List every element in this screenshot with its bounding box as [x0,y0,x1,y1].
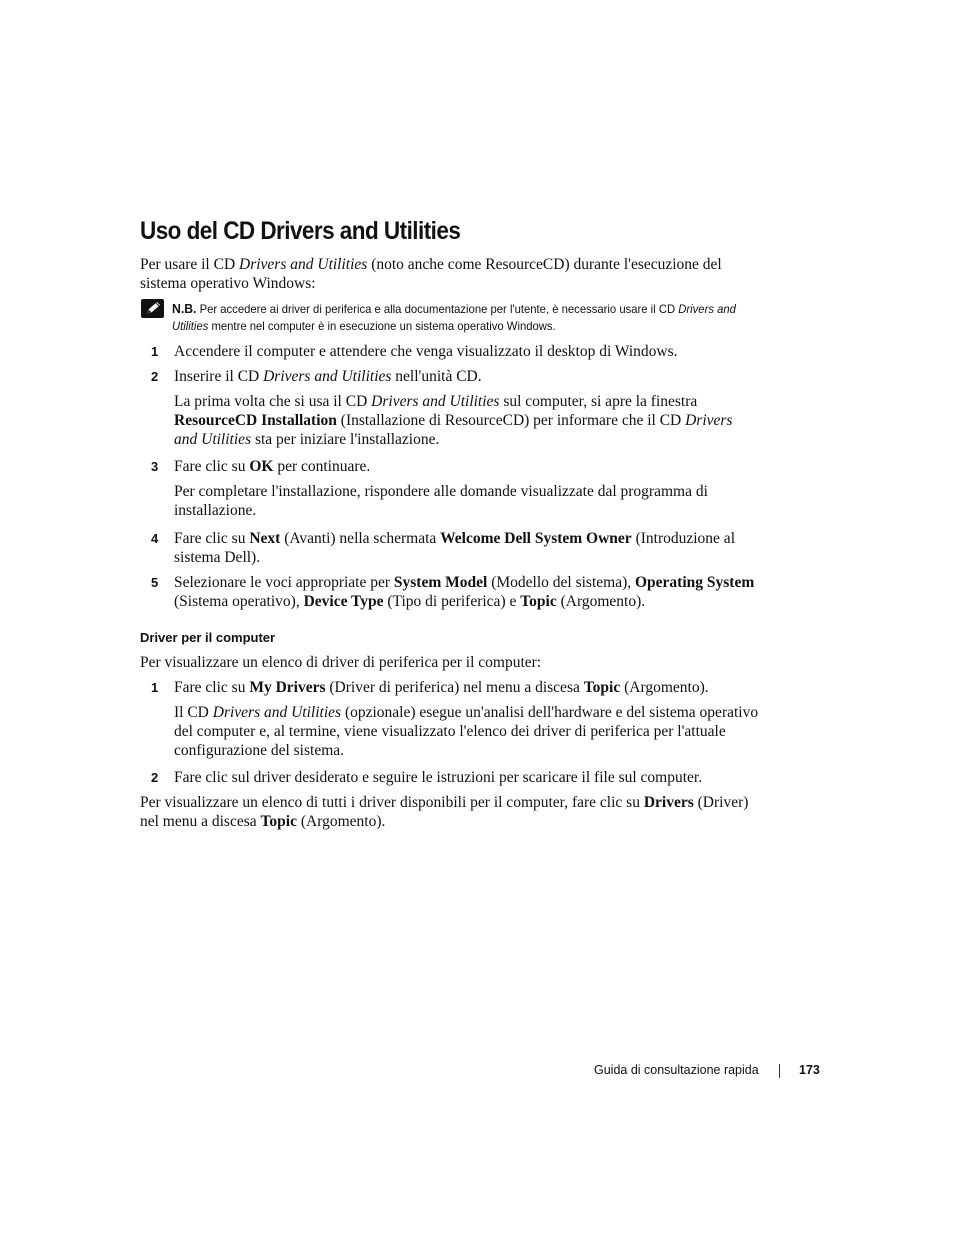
driver-intro: Per visualizzare un elenco di driver di periferica per il computer: [140,654,542,671]
step-number: 3 [151,459,159,474]
step-number: 4 [151,531,159,546]
intro-paragraph: Per usare il CD Drivers and Utilities (noto anche come ResourceCD) durante l'esecuzione del sistema operativo Windows: [140,256,722,292]
section-subheading: Driver per il computer [140,630,276,645]
step-detail: La prima volta che si usa il CD Drivers and Utilities sul computer, si apre la finestra ResourceCD Installation (Installazione di ResourceCD) per informare che il CD Drivers and Utilities sta per iniziare l'installazione. [174,393,733,448]
step-number: 1 [151,344,159,359]
note-text: N.B. Per accedere ai driver di periferica e alla documentazione per l'utente, è necessario usare il CD Drivers and Utilities mentre nel computer è in esecuzione un sistema operativo Windows. [172,301,736,333]
step-number: 2 [151,770,159,785]
step-text: Fare clic su OK per continuare. [174,458,371,475]
footer-guide-title: Guida di consultazione rapida [594,1063,759,1077]
step-text: Fare clic su Next (Avanti) nella schermata Welcome Dell System Owner (Introduzione al sistema Dell). [174,530,735,566]
page-number: 173 [799,1063,820,1077]
step-number: 1 [151,680,159,695]
step-text: Fare clic sul driver desiderato e seguire le istruzioni per scaricare il file sul computer. [174,769,703,786]
step-text: Accendere il computer e attendere che venga visualizzato il desktop di Windows. [174,343,678,360]
footer-divider [779,1064,780,1078]
step-detail: Il CD Drivers and Utilities (opzionale) esegue un'analisi dell'hardware e del sistema operativo del computer e, al termine, viene visualizzato l'elenco dei driver di periferica per l'attuale configurazione del sistema. [174,704,759,759]
closing-paragraph: Per visualizzare un elenco di tutti i driver disponibili per il computer, fare clic su Drivers (Driver) nel menu a discesa Topic (Argomento). [140,794,749,830]
pencil-note-icon [141,299,164,318]
page-title: Uso del CD Drivers and Utilities [140,217,461,245]
step-number: 5 [151,575,159,590]
step-text: Inserire il CD Drivers and Utilities nell'unità CD. [174,368,482,385]
step-text: Selezionare le voci appropriate per System Model (Modello del sistema), Operating System (Sistema operativo), Device Type (Tipo di periferica) e Topic (Argomento). [174,574,755,610]
step-number: 2 [151,369,159,384]
step-text: Fare clic su My Drivers (Driver di periferica) nel menu a discesa Topic (Argomento). [174,679,709,696]
step-detail: Per completare l'installazione, rispondere alle domande visualizzate dal programma di installazione. [174,483,708,519]
